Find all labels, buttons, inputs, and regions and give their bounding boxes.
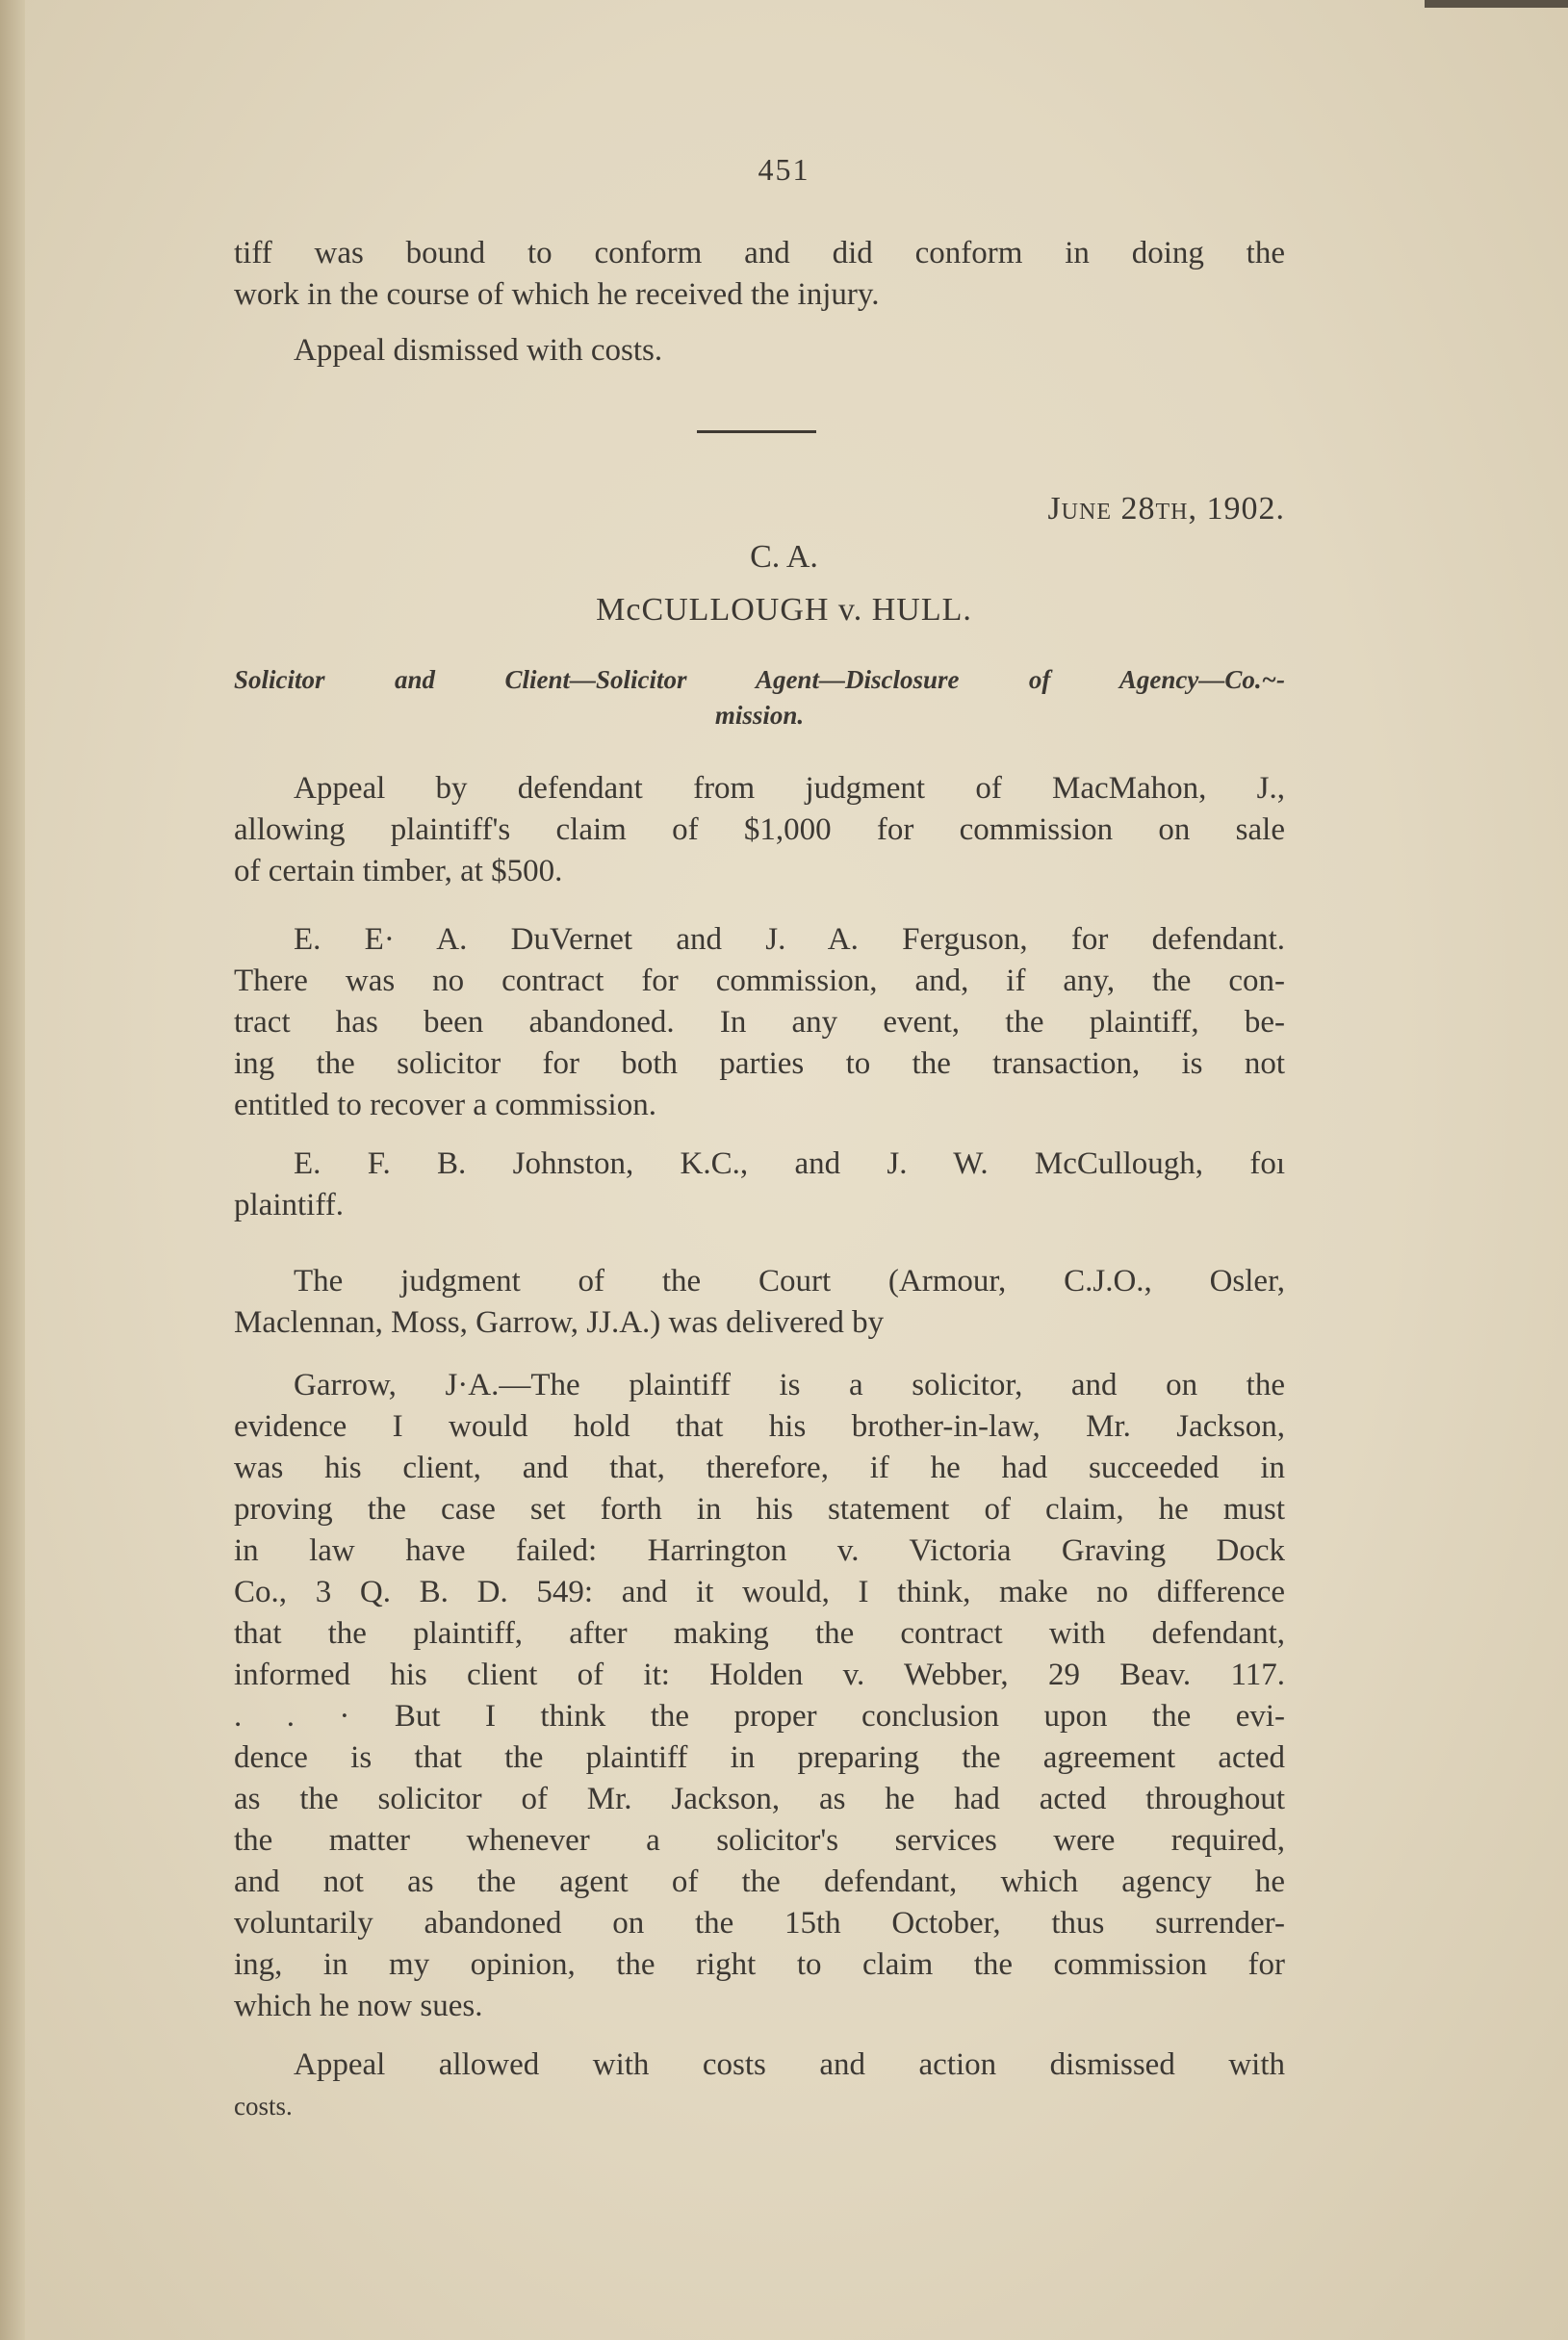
text-line: entitled to recover a commission. (234, 1088, 656, 1122)
text-line: . . · But I think the proper conclusion upon the evi- (234, 1699, 1285, 1734)
prior-disposition: Appeal dismissed with costs. (294, 333, 663, 368)
decision-date: June 28th, 1902. (1047, 491, 1285, 527)
text-line: dence is that the plaintiff in preparing the agreement acted (234, 1740, 1285, 1775)
case-title: McCULLOUGH v. HULL. (596, 592, 972, 628)
page-corner-shadow (1425, 0, 1568, 8)
plaintiff-counsel (234, 1144, 1285, 1226)
court-designation: C. A. (750, 539, 818, 575)
text-line: and not as the agent of the defendant, which agency he (234, 1864, 1285, 1899)
page-number: 451 (758, 152, 810, 187)
continuation-paragraph (234, 233, 1285, 316)
text-line: Appeal by defendant from judgment of MacMahon, J., (294, 771, 1285, 806)
text-line: The judgment of the Court (Armour, C.J.O., Osler, (294, 1264, 1285, 1299)
text-line: evidence I would hold that his brother-in-law, Mr. Jackson, (234, 1409, 1285, 1444)
text-line: ing, in my opinion, the right to claim the commission for (234, 1947, 1285, 1982)
text-line: allowing plaintiff's claim of $1,000 for commission on sale (234, 812, 1285, 847)
text-line: of certain timber, at $500. (234, 854, 563, 888)
headnote-line: Solicitor and Client—Solicitor Agent—Disclosure of Agency—Co.~- (234, 665, 1285, 694)
text-line: in law have failed: Harrington v. Victoria Graving Dock (234, 1533, 1285, 1568)
judgment-intro (234, 1261, 1285, 1344)
text-line: was his client, and that, therefore, if he had succeeded in (234, 1451, 1285, 1485)
text-line: that the plaintiff, after making the contract with defendant, (234, 1616, 1285, 1651)
text-line: E. F. B. Johnston, K.C., and J. W. McCullough, foı (294, 1146, 1285, 1181)
text-line: Garrow, J·A.—The plaintiff is a solicitor, and on the (294, 1368, 1285, 1402)
text-line: proving the case set forth in his statement of claim, he must (234, 1492, 1285, 1527)
text-line: Maclennan, Moss, Garrow, JJ.A.) was delivered by (234, 1305, 885, 1340)
text-line: E. E· A. DuVernet and J. A. Ferguson, for defendant. (294, 922, 1285, 957)
text-line: ing the solicitor for both parties to the transaction, is not (234, 1046, 1285, 1081)
text-line: as the solicitor of Mr. Jackson, as he had acted throughout (234, 1782, 1285, 1816)
text-line: Co., 3 Q. B. D. 549: and it would, I think, make no difference (234, 1575, 1285, 1609)
judgment-text (234, 1365, 1285, 2027)
text-line: voluntarily abandoned on the 15th October, thus surrender- (234, 1906, 1285, 1941)
text-line: which he now sues. (234, 1989, 483, 2023)
text-line: work in the course of which he received the injury. (234, 277, 880, 312)
appeal-summary (234, 768, 1285, 892)
text-line: tract has been abandoned. In any event, the plaintiff, be- (234, 1005, 1285, 1040)
headnote (234, 662, 1285, 733)
section-divider (697, 430, 816, 433)
defendant-counsel-argument (234, 919, 1285, 1126)
text-line: costs. (234, 2092, 293, 2121)
text-line: informed his client of it: Holden v. Webber, 29 Beav. 117. (234, 1658, 1285, 1692)
book-spine-edge (0, 0, 25, 2340)
text-line: plaintiff. (234, 1188, 344, 1222)
text-line: the matter whenever a solicitor's services were required, (234, 1823, 1285, 1858)
text-line: Appeal allowed with costs and action dismissed with (294, 2047, 1285, 2082)
final-disposition (234, 2044, 1285, 2127)
text-line: tiff was bound to conform and did conform in doing the (234, 236, 1285, 270)
text-line: There was no contract for commission, and, if any, the con- (234, 964, 1285, 998)
headnote-line: mission. (714, 701, 805, 730)
